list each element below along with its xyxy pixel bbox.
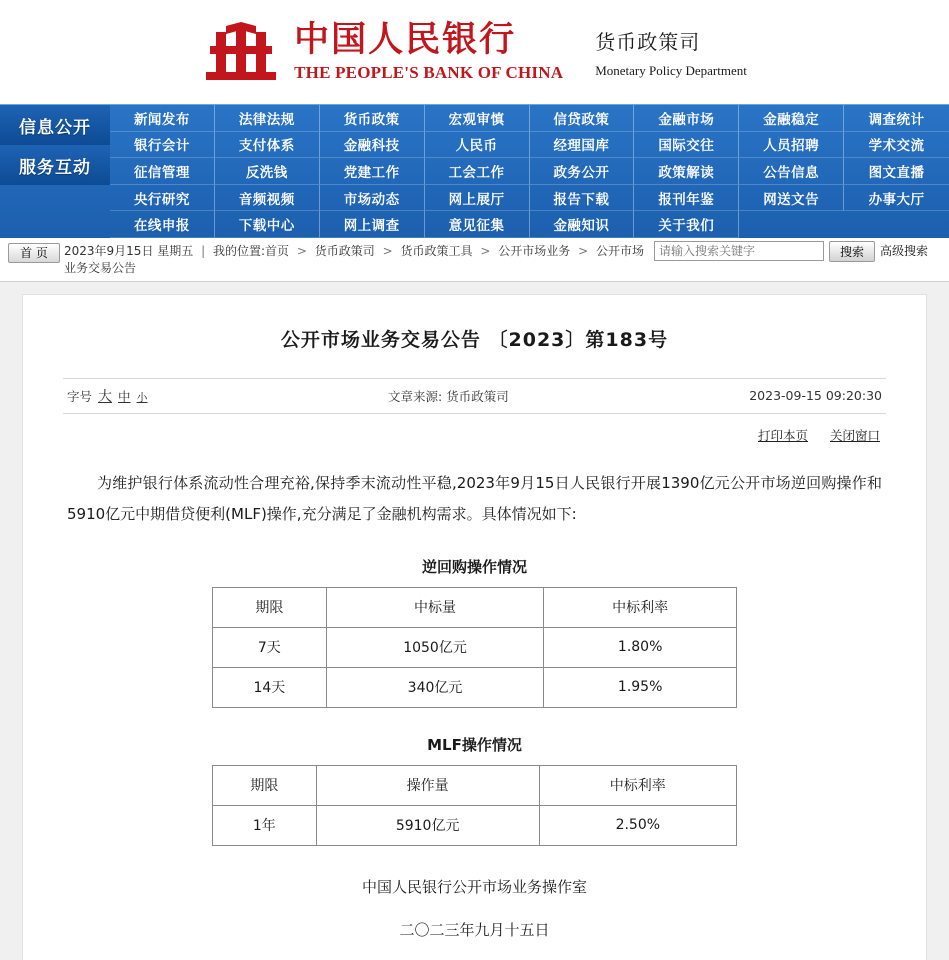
- breadcrumb: [64, 241, 654, 277]
- home-tab-button[interactable]: 首 页: [8, 243, 60, 263]
- breadcrumb-arrow-4: >: [578, 243, 589, 258]
- breadcrumb-location-label: 我的位置:: [212, 243, 266, 258]
- doc.table2-header-cell: 操作量: [316, 765, 539, 805]
- article-card: [22, 294, 927, 960]
- nav-item-18[interactable]: 党建工作: [320, 158, 425, 185]
- font-size-label: 字号: [67, 388, 93, 404]
- nav-item-11[interactable]: 人民币: [425, 132, 530, 159]
- article-source-label: 文章来源:: [388, 388, 443, 404]
- font-size-medium[interactable]: 中: [118, 388, 131, 404]
- nav-item-0[interactable]: 新闻发布: [110, 105, 215, 132]
- print-page-link[interactable]: 打印本页: [757, 427, 808, 443]
- site-header: [0, 0, 949, 104]
- article-meta-row: [63, 378, 886, 414]
- nav-item-25[interactable]: 音频视频: [215, 185, 320, 212]
- nav-item-24[interactable]: 央行研究: [110, 185, 215, 212]
- nav-grid: [110, 105, 949, 238]
- nav-item-33[interactable]: 下载中心: [215, 211, 320, 238]
- nav-item-27[interactable]: 网上展厅: [425, 185, 530, 212]
- doc.table2-cell: 1年: [213, 805, 317, 845]
- article-source-value: 货币政策司: [446, 388, 509, 404]
- bank-name-block: [294, 20, 564, 82]
- nav-item-26[interactable]: 市场动态: [320, 185, 425, 212]
- page-title: 公开市场业务交易公告 〔2023〕第183号: [280, 328, 669, 351]
- doc.table1-cell: 7天: [213, 627, 327, 667]
- nav-item-13[interactable]: 国际交往: [634, 132, 739, 159]
- close-window-link[interactable]: 关闭窗口: [829, 427, 880, 443]
- table-row: [213, 667, 737, 707]
- font-size-large[interactable]: 大: [98, 388, 113, 405]
- nav-group-service[interactable]: 服务互动: [0, 145, 110, 185]
- nav-item-5[interactable]: 金融市场: [634, 105, 739, 132]
- breadcrumb-date: 2023年9月15日 星期五: [64, 243, 194, 258]
- breadcrumb-arrow-2: >: [382, 243, 393, 258]
- bank-name-cn: 中国人民银行: [294, 20, 517, 60]
- bank-name-en: THE PEOPLE'S BANK OF CHINA: [294, 63, 564, 82]
- nav-item-30[interactable]: 网送文告: [739, 185, 844, 212]
- doc.table2-header-cell: 中标利率: [539, 765, 736, 805]
- breadcrumb-bar: [0, 238, 949, 282]
- nav-item-22[interactable]: 公告信息: [739, 158, 844, 185]
- nav-group-labels: [0, 105, 110, 238]
- nav-item-9[interactable]: 支付体系: [215, 132, 320, 159]
- doc.table2-cell: 5910亿元: [316, 805, 539, 845]
- doc.table1-header-cell: 中标利率: [544, 587, 737, 627]
- article-datetime: 2023-09-15 09:20:30: [749, 388, 882, 404]
- doc.table2-header-cell: 期限: [213, 765, 317, 805]
- department-name-cn: 货币政策司: [595, 29, 701, 54]
- breadcrumb-path-1[interactable]: 货币政策司: [314, 243, 375, 258]
- breadcrumb-arrow-1: >: [296, 243, 307, 258]
- nav-item-37[interactable]: 关于我们: [634, 211, 739, 238]
- nav-item-34[interactable]: 网上调查: [320, 211, 425, 238]
- nav-item-8[interactable]: 银行会计: [110, 132, 215, 159]
- nav-item-17[interactable]: 反洗钱: [215, 158, 320, 185]
- nav-item-2[interactable]: 货币政策: [320, 105, 425, 132]
- table-row: [213, 627, 737, 667]
- signature-date: 二〇二三年九月十五日: [399, 920, 550, 939]
- breadcrumb-arrow-3: >: [480, 243, 491, 258]
- advanced-search-link[interactable]: 高级搜索: [880, 243, 929, 258]
- nav-item-32[interactable]: 在线申报: [110, 211, 215, 238]
- content-background: [0, 282, 949, 960]
- reverse-repo-table: [212, 587, 737, 708]
- nav-item-16[interactable]: 征信管理: [110, 158, 215, 185]
- pbc-emblem-icon: [202, 22, 280, 82]
- nav-item-12[interactable]: 经理国库: [530, 132, 635, 159]
- nav-item-35[interactable]: 意见征集: [425, 211, 530, 238]
- nav-item-20[interactable]: 政务公开: [530, 158, 635, 185]
- nav-item-23[interactable]: 图文直播: [844, 158, 949, 185]
- article-source: [148, 387, 750, 405]
- nav-item-28[interactable]: 报告下载: [530, 185, 635, 212]
- nav-item-7[interactable]: 调查统计: [844, 105, 949, 132]
- doc.table1-header-row: [213, 587, 737, 627]
- doc.table1-cell: 14天: [213, 667, 327, 707]
- font-size-control: [67, 386, 148, 406]
- breadcrumb-divider: |: [201, 243, 206, 258]
- search-input[interactable]: [654, 241, 824, 261]
- reverse-repo-table-title: 逆回购操作情况: [421, 557, 527, 576]
- nav-item-6[interactable]: 金融稳定: [739, 105, 844, 132]
- search-box: [654, 241, 936, 262]
- department-name-en: Monetary Policy Department: [595, 62, 747, 78]
- logo-wrap: [202, 22, 747, 82]
- nav-item-31[interactable]: 办事大厅: [844, 185, 949, 212]
- nav-item-29[interactable]: 报刊年鉴: [634, 185, 739, 212]
- mlf-table: [212, 765, 737, 846]
- article-body: [63, 450, 886, 530]
- nav-item-4[interactable]: 信贷政策: [530, 105, 635, 132]
- signature-line: 中国人民银行公开市场业务操作室: [361, 877, 587, 896]
- doc.table1-header-cell: 期限: [213, 587, 327, 627]
- font-size-small[interactable]: 小: [136, 390, 148, 404]
- nav-item-15[interactable]: 学术交流: [844, 132, 949, 159]
- nav-item-36[interactable]: 金融知识: [530, 211, 635, 238]
- search-button[interactable]: 搜索: [829, 241, 875, 262]
- nav-item-21[interactable]: 政策解读: [634, 158, 739, 185]
- doc.table2-cell: 2.50%: [539, 805, 736, 845]
- doc.table1-cell: 1.95%: [544, 667, 737, 707]
- doc.table1-header-cell: 中标量: [326, 587, 544, 627]
- breadcrumb-path-0[interactable]: 首页: [265, 243, 290, 258]
- nav-item-3[interactable]: 宏观审慎: [425, 105, 530, 132]
- breadcrumb-path-4: 公开市场业务交易公告: [64, 243, 644, 275]
- nav-item-14[interactable]: 人员招聘: [739, 132, 844, 159]
- nav-item-1[interactable]: 法律法规: [215, 105, 320, 132]
- article-paragraph: 为维护银行体系流动性合理充裕,保持季末流动性平稳,2023年9月15日人民银行开展1390亿元公开市场逆回购操作和5910亿元中期借贷便利(MLF)操作,充分满足了金融机构需求。具体情况如下:: [67, 473, 882, 523]
- breadcrumb-path-3[interactable]: 公开市场业务: [498, 243, 571, 258]
- mlf-table-title: MLF操作情况: [427, 735, 522, 754]
- nav-item-10[interactable]: 金融科技: [320, 132, 425, 159]
- breadcrumb-path-2[interactable]: 货币政策工具: [400, 243, 473, 258]
- department-block: [595, 26, 747, 79]
- doc.table1-cell: 340亿元: [326, 667, 544, 707]
- doc.table1-cell: 1050亿元: [326, 627, 544, 667]
- article-tools: [63, 414, 886, 450]
- doc.table1-cell: 1.80%: [544, 627, 737, 667]
- table-row: [213, 805, 737, 845]
- doc.table2-header-row: [213, 765, 737, 805]
- nav-group-info[interactable]: 信息公开: [0, 105, 110, 145]
- nav-item-19[interactable]: 工会工作: [425, 158, 530, 185]
- main-nav: [0, 104, 949, 238]
